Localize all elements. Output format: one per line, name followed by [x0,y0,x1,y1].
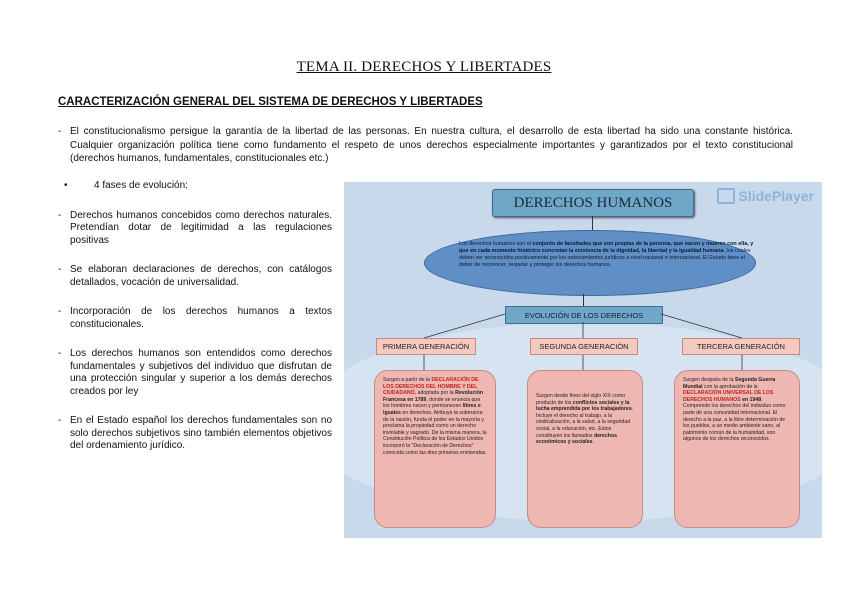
list-item [58,348,332,398]
list-item-text: Incorporación de los derechos humanos a textos constitucionales. [70,306,332,330]
evolution-box: EVOLUCIÓN DE LOS DERECHOS [505,306,663,324]
derechos-humanos-slide [344,182,822,538]
list-dash: - [58,415,62,426]
intro-dash: - [58,126,62,137]
list-item-text: Se elaboran declaraciones de derechos, con catálogos detallados, vocación de universalidad. [70,264,332,288]
definition-text: Los derechos humanos son el conjunto de facultades que son propias de la persona, que nacen y mueren con ella, y que en cada momento histórico concretan la existencia de la dignidad, la libertad y la igualdad humana, los cuales deben ser reconocidos positivamente por los ordenamientos jurídicos a nivel nacional e internacional. El Estado tiene el deber de reconocer, respetar y proteger los derechos humanos. [459,241,754,268]
slideplayer-logo-text: SlidePlayer [738,188,814,204]
list-dash: - [58,209,62,221]
list-bullet [58,180,332,193]
card-third-generation: Surgen después de la Segunda Guerra Mundial con la aprobación de la DECLARACIÓN UNIVERSAL DE LOS DERECHOS HUMANOS en 1948. Comprende los derechos del individuo como parte de una comunidad internacional. El derecho a la paz, a la libre determinación de los pueblos, a un medio ambiente sano, al patrimonio común de la humanidad, son algunos de los derechos reconocidos. [674,370,800,528]
gen-second: SEGUNDA GENERACIÓN [530,338,638,355]
intro-text: El constitucionalismo persigue la garantía de la libertad de las personas. En nuestra cultura, el desarrollo de esta libertad ha sido una constante histórica. Cualquier organización política tiene como fundamento el respeto de unos derechos especialmente importantes y garantizados por el texto constitucional (derechos humanos, fundamentales, constitucionales etc.) [70,126,793,164]
bullet-text: 4 fases de evolución: [94,180,188,191]
list-item-text: En el Estado español los derechos fundamentales son no solo derechos subjetivos sino también elementos objetivos del ordenamiento jurídico. [70,415,332,451]
section-subtitle: CARACTERIZACIÓN GENERAL DEL SISTEMA DE DERECHOS Y LIBERTADES [58,96,483,108]
gen-first: PRIMERA GENERACIÓN [376,338,476,355]
list-item-text: Derechos humanos concebidos como derechos naturales. Pretendían dotar de legitimidad a las regulaciones positivas [70,209,332,246]
card-first-generation: Surgen a partir de la DECLARACIÓN DE LOS DERECHOS DEL HOMBRE Y DEL CIUDADANO, adoptada por la Revolución Francesa en 1789, donde se enuncia que los hombres nacen y permanecen libres e iguales en derechos. Atribuye la soberanía de la nación, funda el poder en la mayoría y proclama la propiedad como un derecho inviolable y sagrado. De la misma manera, la Constitución Política de los Estados Unidos incorporó la "Declaración de Derechos" conocida como las diez primeras enmiendas. [374,370,496,528]
bullet-marker: • [64,180,68,191]
slide-header: DERECHOS HUMANOS [492,189,694,217]
gen-third: TERCERA GENERACIÓN [682,338,800,355]
list-item [58,210,332,248]
list-item [58,306,332,331]
list-item [58,415,332,453]
intro-paragraph [58,125,793,166]
list-dash: - [58,306,62,317]
list-dash: - [58,348,62,359]
page-title: TEMA II. DERECHOS Y LIBERTADES [296,59,552,75]
list-dash: - [58,264,62,275]
list-item [58,264,332,289]
card-second-generation: Surgen desde fines del siglo XIX como producto de los conflictos sociales y la lucha emprendida por los trabajadores. Incluye el derecho al trabajo, a la sindicalización, a la salud, a la seguridad social, a la educación, etc. Estos constituyen los llamados derechos económicos y sociales. [527,370,643,528]
evolution-list [58,180,332,470]
list-item-text: Los derechos humanos son entendidos como derechos fundamentales y subjetivos del individuo que disfrutan de una protección singular y superior a los demás derechos creados por ley [70,348,332,397]
